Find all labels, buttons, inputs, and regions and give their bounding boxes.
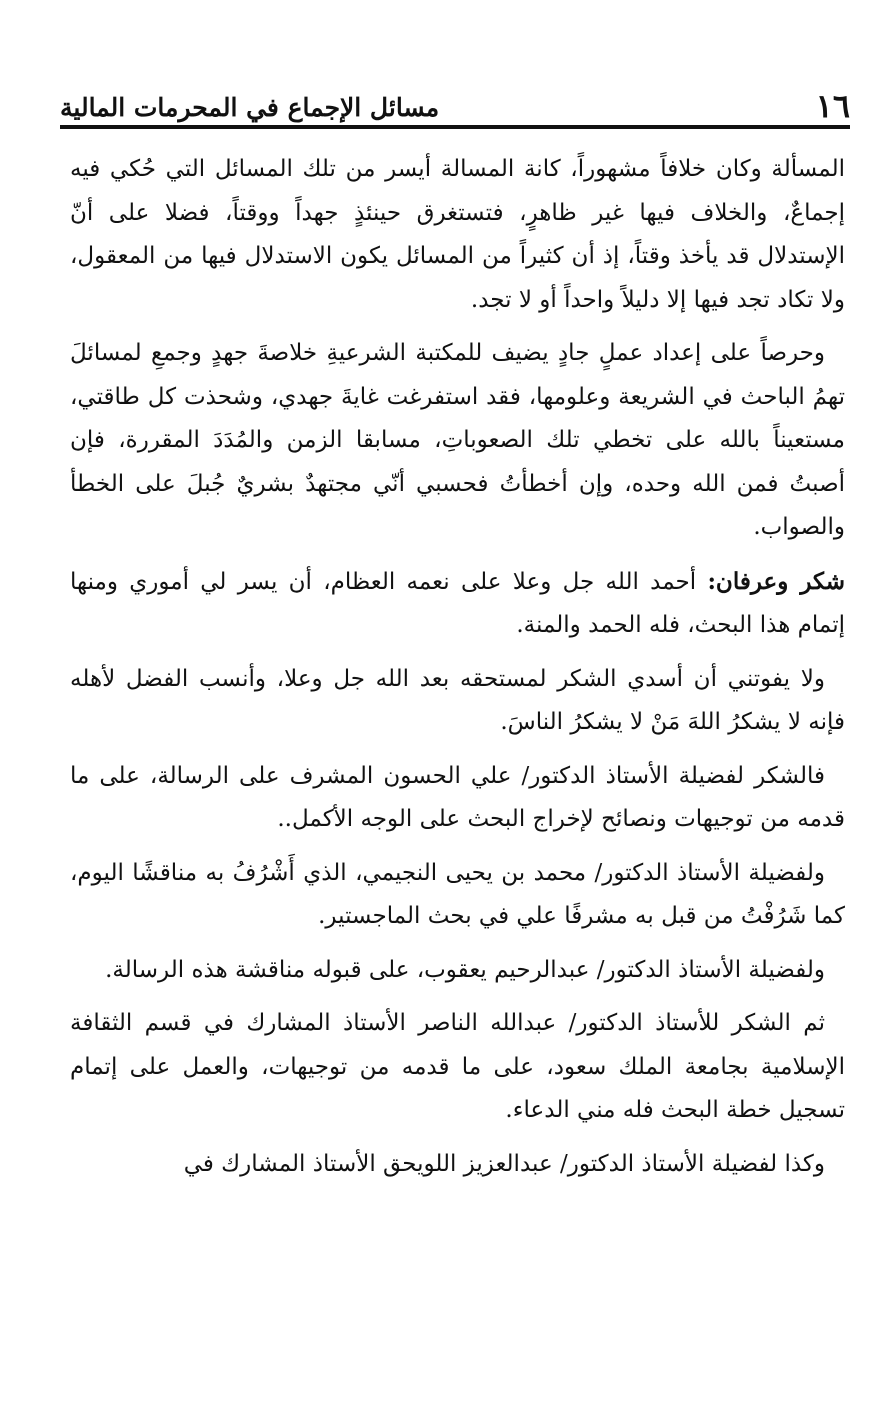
page-body <box>70 148 845 1196</box>
paragraph-lead: شكر وعرفان: <box>707 567 845 595</box>
paragraph-acknowledgement-heading <box>70 560 845 648</box>
paragraph-text: فالشكر لفضيلة الأستاذ الدكتور/ علي الحسون المشرف على الرسالة، على ما قدمه من توجيهات ونصائح لإخراج البحث على الوجه الأكمل.. <box>70 762 845 832</box>
page-number: ١٦ <box>815 87 850 125</box>
header-rule <box>60 125 850 129</box>
paragraph-text: ثم الشكر للأستاذ الدكتور/ عبدالله الناصر الأستاذ المشارك في قسم الثقافة الإسلامية بجامعة الملك سعود، على ما قدمه من توجيهات، والعمل على إتمام تسجيل خطة البحث فله مني الدعاء. <box>70 1010 845 1123</box>
paragraph-text: ولا يفوتني أن أسدي الشكر لمستحقه بعد الله جل وعلا، وأنسب الفضل لأهله فإنه لا يشكرُ اللهَ مَنْ لا يشكرُ الناسَ. <box>70 665 845 735</box>
page-header <box>60 78 850 126</box>
paragraph <box>70 658 845 745</box>
paragraph <box>70 1002 845 1133</box>
running-title: مسائل الإجماع في المحرمات المالية <box>60 93 440 122</box>
paragraph-text: المسألة وكان خلافاً مشهوراً، كانة المسالة أيسر من تلك المسائل التي حُكي فيه إجماعٌ، والخلاف فيها غير ظاهرٍ، فتستغرق حينئذٍ جهداً ووقتاً، فضلا على أنّ الإستدلال قد يأخذ وقتاً، إذ أن كثيراً من المسائل يكون الاستدلال فيها من المعقول، ولا تكاد تجد فيها إلا دليلاً واحداً أو لا تجد. <box>70 156 845 313</box>
paragraph-text: وحرصاً على إعداد عملٍ جادٍ يضيف للمكتبة الشرعيةِ خلاصةَ جهدٍ وجمعِ لمسائلَ تهمُ الباحث في الشريعة وعلومها، فقد استفرغت غايةَ جهدي، وشحذت كل طاقتي، مستعيناً بالله على تخطي تلك الصعوباتِ، مسابقا الزمن والمُدَدَ المقررة، فإن أصبتُ فمن الله وحده، وإن أخطأتُ فحسبي أنّي مجتهدٌ بشريٌ جُبلَ على الخطأ والصواب. <box>70 340 845 540</box>
paragraph-text: أحمد الله جل وعلا على نعمه العظام، أن يسر لي أموري ومنها إتمام هذا البحث، فله الحمد والمنة. <box>70 568 845 638</box>
paragraph <box>70 949 845 993</box>
paragraph <box>70 332 845 550</box>
paragraph <box>70 852 845 939</box>
paragraph <box>70 755 845 842</box>
paragraph-text: ولفضيلة الأستاذ الدكتور/ عبدالرحيم يعقوب، على قبوله مناقشة هذه الرسالة. <box>105 956 825 983</box>
paragraph-text: وكذا لفضيلة الأستاذ الدكتور/ عبدالعزيز اللويحق الأستاذ المشارك في <box>183 1150 825 1177</box>
paragraph-continuation <box>70 148 845 322</box>
paragraph-text: ولفضيلة الأستاذ الدكتور/ محمد بن يحيى النجيمي، الذي أَشْرُفُ به مناقشًا اليوم، كما شَرُفْتُ من قبل به مشرفًا علي في بحث الماجستير. <box>70 859 845 929</box>
paragraph <box>70 1143 845 1187</box>
